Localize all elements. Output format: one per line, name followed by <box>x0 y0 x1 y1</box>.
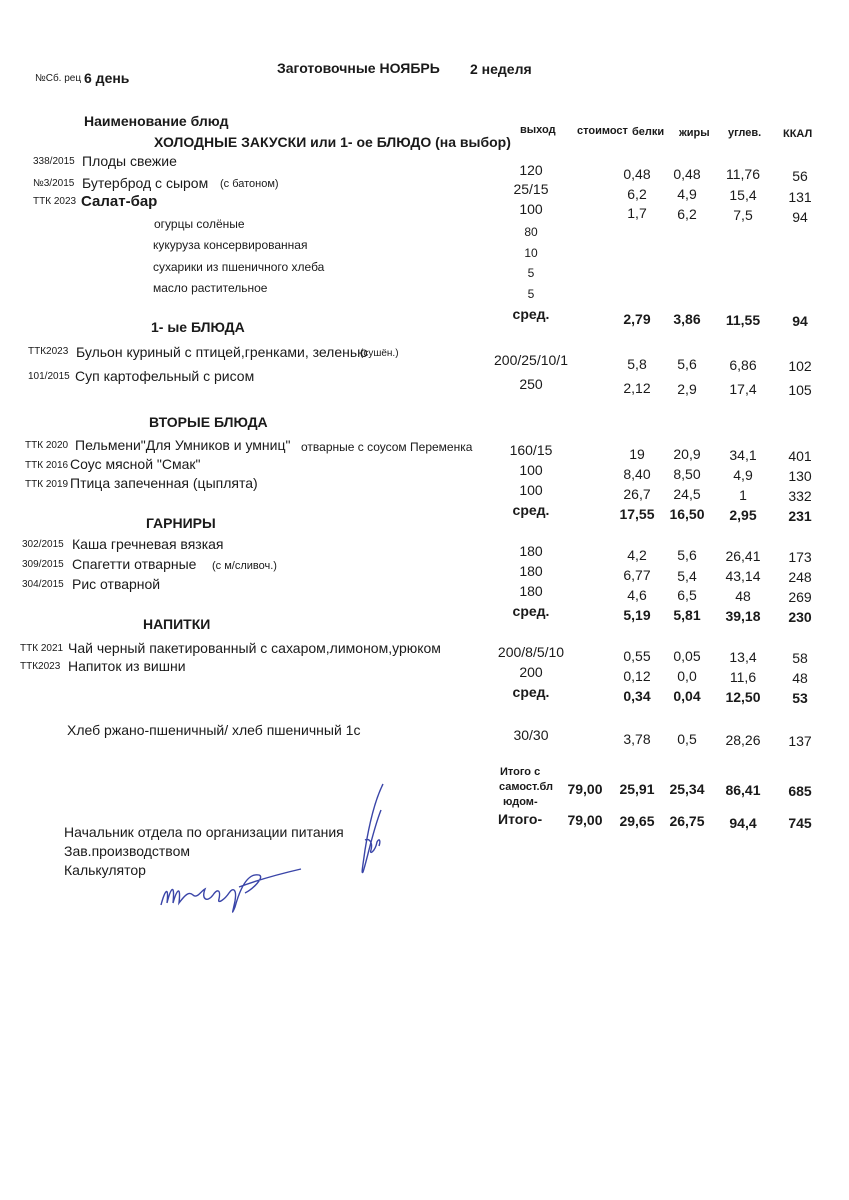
recipe-code: 101/2015 <box>28 371 70 382</box>
average-label: сред. <box>512 306 550 322</box>
output: 160/15 <box>509 442 553 458</box>
output: 200/8/5/10 <box>497 644 565 660</box>
kcal: 94 <box>792 209 808 225</box>
dish-name: Птица запеченная (цыплята) <box>70 475 258 491</box>
total-fat: 26,75 <box>669 813 705 829</box>
dish-name: Пельмени"Для Умников и умниц" <box>75 437 291 453</box>
kcal: 137 <box>788 733 812 749</box>
ingredient-name: огурцы солёные <box>154 217 245 231</box>
ingredient-name: масло растительное <box>153 281 268 295</box>
total-kcal: 685 <box>788 783 812 799</box>
protein: 0,55 <box>623 648 651 664</box>
avg-fat: 5,81 <box>673 607 701 623</box>
avg-fat: 16,50 <box>669 506 705 522</box>
carbs: 4,9 <box>733 467 753 483</box>
protein: 3,78 <box>623 731 651 747</box>
protein: 26,7 <box>623 486 651 502</box>
column-cost: стоимост <box>577 125 628 137</box>
avg-fat: 3,86 <box>673 311 701 327</box>
fat: 8,50 <box>673 466 701 482</box>
section-title-cold: ХОЛОДНЫЕ ЗАКУСКИ или 1- ое БЛЮДО (на выбор) <box>154 134 511 150</box>
protein: 6,2 <box>627 186 647 202</box>
column-output: выход <box>520 124 556 136</box>
dish-name: Напиток из вишни <box>68 658 186 674</box>
section-title-first: 1- ые БЛЮДА <box>151 319 245 335</box>
totals-label-line2: самост.бл <box>499 781 554 793</box>
signature-calculator <box>155 865 305 920</box>
avg-carbs: 12,50 <box>725 689 761 705</box>
average-label: сред. <box>512 603 550 619</box>
carbs: 48 <box>735 588 751 604</box>
dish-name: Каша гречневая вязкая <box>72 536 224 552</box>
column-carbs: углев. <box>728 127 762 139</box>
fat: 0,5 <box>677 731 697 747</box>
total-carbs: 86,41 <box>725 782 761 798</box>
column-fat: жиры <box>679 127 710 139</box>
avg-kcal: 53 <box>792 690 808 706</box>
dish-name: Хлеб ржано-пшеничный/ хлеб пшеничный 1с <box>67 722 361 738</box>
carbs: 11,76 <box>726 166 760 182</box>
section-title-garnish: ГАРНИРЫ <box>146 515 216 531</box>
section-title-second: ВТОРЫЕ БЛЮДА <box>149 414 268 430</box>
recipe-code: №3/2015 <box>33 178 75 189</box>
dish-name: Бульон куриный с птицей,гренками, зеленью <box>76 344 368 360</box>
dish-name: Соус мясной "Смак" <box>70 456 201 472</box>
carbs: 17,4 <box>729 381 757 397</box>
ingredient-output: 5 <box>527 287 535 301</box>
fat: 0,05 <box>673 648 701 664</box>
document-title: Заготовочные НОЯБРЬ <box>277 60 440 76</box>
recipe-code: ТТК 2023 <box>33 196 77 207</box>
dish-note: (с м/сливоч.) <box>212 560 277 572</box>
kcal: 332 <box>788 488 812 504</box>
recipe-code: ТТК2023 <box>28 346 69 357</box>
avg-carbs: 11,55 <box>725 312 761 328</box>
protein: 1,7 <box>627 205 647 221</box>
avg-kcal: 94 <box>792 313 808 329</box>
carbs: 11,6 <box>729 669 757 685</box>
ingredient-name: сухарики из пшеничного хлеба <box>153 260 325 274</box>
output: 180 <box>519 583 543 599</box>
output: 100 <box>519 482 543 498</box>
carbs: 34,1 <box>729 447 757 463</box>
total-protein: 29,65 <box>619 813 655 829</box>
column-name: Наименование блюд <box>84 113 229 129</box>
avg-carbs: 39,18 <box>725 608 761 624</box>
signature-head <box>355 780 395 880</box>
column-kcal: ККАЛ <box>783 128 813 140</box>
dish-name: Рис отварной <box>72 576 161 592</box>
avg-protein: 5,19 <box>623 607 651 623</box>
output: 120 <box>519 162 543 178</box>
total-kcal: 745 <box>788 815 812 831</box>
recipe-code: ТТК 2021 <box>20 643 64 654</box>
signatory-head: Начальник отдела по организации питания <box>64 824 344 840</box>
kcal: 48 <box>792 670 808 686</box>
protein: 5,8 <box>627 356 647 372</box>
day-label: 6 день <box>84 70 130 86</box>
fat: 5,4 <box>677 568 697 584</box>
total-cost: 79,00 <box>567 812 603 828</box>
kcal: 401 <box>788 448 812 464</box>
ingredient-output: 5 <box>527 266 535 280</box>
recipe-code: 338/2015 <box>33 156 75 167</box>
carbs: 15,4 <box>729 187 757 203</box>
recipe-code: ТТК 2020 <box>25 440 69 451</box>
kcal: 173 <box>788 549 812 565</box>
recipe-code: 304/2015 <box>22 579 64 590</box>
fat: 0,0 <box>677 668 697 684</box>
carbs: 6,86 <box>729 357 757 373</box>
kcal: 105 <box>788 382 812 398</box>
dish-name: Бутерброд с сыром <box>82 175 209 191</box>
kcal: 56 <box>792 168 808 184</box>
protein: 6,77 <box>623 567 651 583</box>
signatory-production: Зав.производством <box>64 843 190 859</box>
carbs: 26,41 <box>725 548 761 564</box>
carbs: 1 <box>739 487 747 503</box>
dish-note: (сушён.) <box>360 348 399 359</box>
output: 200/25/10/1 <box>494 352 568 368</box>
protein: 19 <box>629 446 645 462</box>
fat: 5,6 <box>677 356 697 372</box>
dish-note: (с батоном) <box>220 178 279 190</box>
output: 25/15 <box>513 181 549 197</box>
average-label: сред. <box>512 502 550 518</box>
recipe-code: ТТК 2016 <box>25 460 69 471</box>
fat: 2,9 <box>677 381 697 397</box>
output: 100 <box>519 201 543 217</box>
ingredient-output: 80 <box>524 225 538 239</box>
fat: 24,5 <box>673 486 701 502</box>
dish-name: Суп картофельный с рисом <box>75 368 255 384</box>
fat: 6,2 <box>677 206 697 222</box>
section-title-drinks: НАПИТКИ <box>143 616 211 632</box>
recipe-code: ТТК2023 <box>20 661 61 672</box>
carbs: 28,26 <box>725 732 761 748</box>
dish-name: Салат-бар <box>81 193 158 210</box>
dish-name: Плоды свежие <box>82 153 177 169</box>
totals-label-line1: Итого с <box>500 766 541 778</box>
signatory-calculator: Калькулятор <box>64 862 146 878</box>
protein: 4,2 <box>627 547 647 563</box>
output: 100 <box>519 462 543 478</box>
kcal: 269 <box>788 589 812 605</box>
avg-kcal: 230 <box>788 609 812 625</box>
recipe-code: 302/2015 <box>22 539 64 550</box>
recipe-ref-prefix: №Сб. рец <box>35 73 82 84</box>
output: 180 <box>519 543 543 559</box>
recipe-code: 309/2015 <box>22 559 64 570</box>
fat: 4,9 <box>677 186 697 202</box>
kcal: 102 <box>788 358 812 374</box>
column-protein: белки <box>632 126 665 138</box>
week-label: 2 неделя <box>470 61 532 77</box>
protein: 0,48 <box>623 166 651 182</box>
avg-carbs: 2,95 <box>729 507 757 523</box>
avg-kcal: 231 <box>788 508 812 524</box>
avg-protein: 2,79 <box>623 311 651 327</box>
total-fat: 25,34 <box>669 781 705 797</box>
total-protein: 25,91 <box>619 781 655 797</box>
carbs: 13,4 <box>729 649 757 665</box>
kcal: 131 <box>788 189 812 205</box>
avg-protein: 17,55 <box>619 506 655 522</box>
fat: 5,6 <box>677 547 697 563</box>
dish-name: Чай черный пакетированный с сахаром,лимоном,урюком <box>68 640 441 656</box>
dish-name: Спагетти отварные <box>72 556 197 572</box>
kcal: 248 <box>788 569 812 585</box>
carbs: 43,14 <box>725 568 761 584</box>
avg-fat: 0,04 <box>673 688 701 704</box>
output: 30/30 <box>513 727 549 743</box>
protein: 2,12 <box>623 380 651 396</box>
ingredient-output: 10 <box>524 246 538 260</box>
average-label: сред. <box>512 684 550 700</box>
output: 180 <box>519 563 543 579</box>
totals-label-line3: юдом- <box>503 796 538 808</box>
output: 200 <box>519 664 543 680</box>
kcal: 130 <box>788 468 812 484</box>
output: 250 <box>519 376 543 392</box>
carbs: 7,5 <box>733 207 753 223</box>
avg-protein: 0,34 <box>623 688 651 704</box>
fat: 20,9 <box>673 446 701 462</box>
totals-label: Итого- <box>498 811 543 827</box>
protein: 0,12 <box>623 668 651 684</box>
fat: 6,5 <box>677 587 697 603</box>
total-carbs: 94,4 <box>729 815 757 831</box>
protein: 4,6 <box>627 587 647 603</box>
kcal: 58 <box>792 650 808 666</box>
total-cost: 79,00 <box>567 781 603 797</box>
dish-note: отварные с соусом Переменка <box>301 440 473 454</box>
protein: 8,40 <box>623 466 651 482</box>
ingredient-name: кукуруза консервированная <box>153 238 308 252</box>
fat: 0,48 <box>673 166 701 182</box>
recipe-code: ТТК 2019 <box>25 479 69 490</box>
